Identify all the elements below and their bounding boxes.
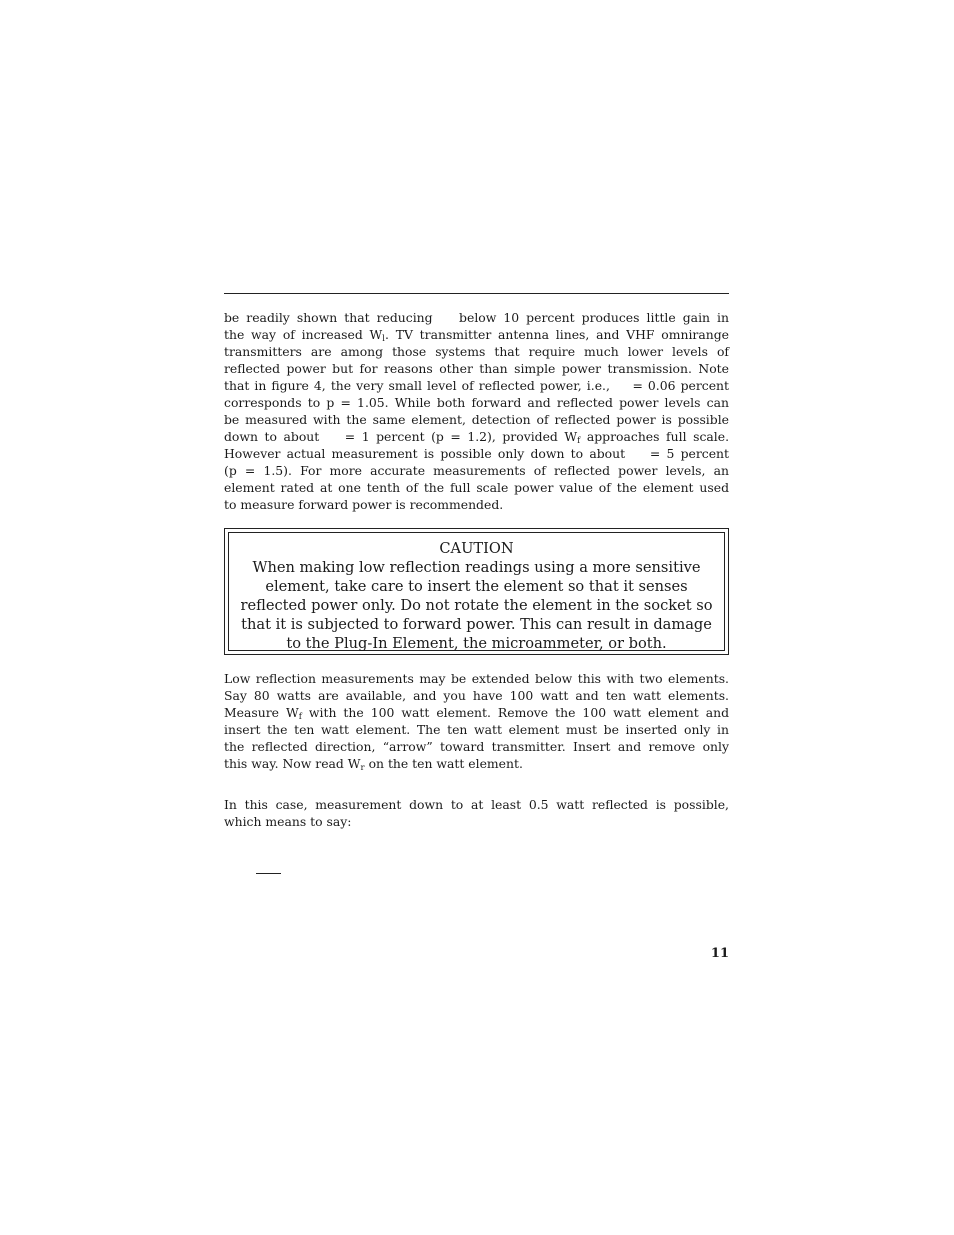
caution-line: to the Plug-In Element, the microammeter, or both.	[286, 635, 667, 652]
caution-line: element, take care to insert the element so that it senses	[265, 578, 688, 595]
text-line: element rated at one tenth of the full scale power value of the element used	[224, 480, 729, 495]
paragraph-reflected-power	[224, 309, 729, 513]
text-line: the way of increased $W_l$. TV transmitter antenna lines, and VHF omnirange	[224, 327, 729, 344]
text-line: Low reflection measurements may be extended below this with two elements.	[224, 671, 729, 686]
paragraph-measurement-case	[224, 796, 729, 830]
paragraph-two-elements	[224, 670, 729, 772]
caution-title: CAUTION	[439, 540, 514, 557]
text-line: (p = 1.5). For more accurate measurements of reflected power levels, an	[224, 463, 729, 478]
text-line: Say 80 watts are available, and you have 100 watt and ten watt elements.	[224, 688, 729, 703]
footnote-rule	[256, 873, 281, 874]
caution-box	[224, 528, 729, 655]
caution-line: reflected power only. Do not rotate the element in the socket so	[240, 597, 713, 614]
text-line: In this case, measurement down to at least 0.5 watt reflected is possible,	[224, 797, 729, 812]
text-line: transmitters are among those systems that require much lower levels of	[224, 344, 729, 359]
text-line: However actual measurement is possible only down to about = 5 percent	[224, 446, 729, 461]
caution-inner-frame	[228, 532, 725, 651]
page-number: 11	[710, 946, 729, 961]
text-line: the reflected direction, “arrow” toward transmitter. Insert and remove only	[224, 739, 729, 754]
text-line: this way. Now read $W_r$ on the ten watt element.	[224, 756, 523, 773]
text-line: be measured with the same element, detection of reflected power is possible	[224, 412, 729, 427]
text-line: that in figure 4, the very small level of reflected power, i.e., = 0.06 percent	[224, 378, 729, 393]
text-line: corresponds to p = 1.05. While both forward and reflected power levels can	[224, 395, 729, 410]
text-line: reflected power but for reasons other than simple power transmission. Note	[224, 361, 729, 376]
text-line: be readily shown that reducing below 10 percent produces little gain in	[224, 310, 729, 325]
text-line: Measure $W_f$ with the 100 watt element. Remove the 100 watt element and	[224, 705, 730, 722]
text-line: down to about = 1 percent (p = 1.2), provided $W_f$ approaches full scale.	[224, 429, 730, 446]
text-line: which means to say:	[224, 814, 352, 829]
caution-line: that it is subjected to forward power. This can result in damage	[241, 616, 712, 633]
caution-line: When making low reflection readings using a more sensitive	[252, 559, 701, 576]
text-line: insert the ten watt element. The ten watt element must be inserted only in	[224, 722, 729, 737]
text-line: to measure forward power is recommended.	[224, 497, 504, 512]
top-rule	[224, 293, 729, 294]
